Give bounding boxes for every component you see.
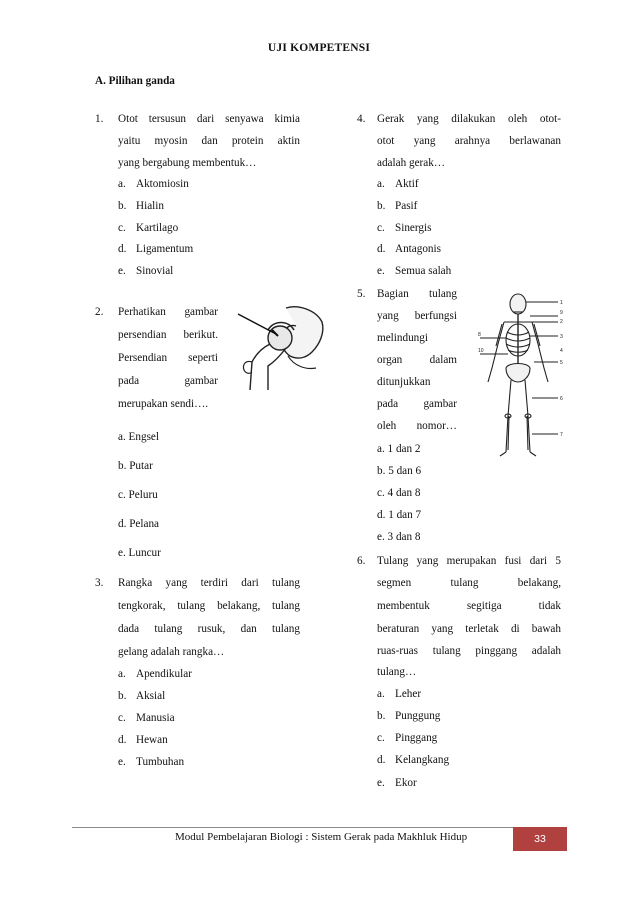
option-b[interactable]: b. 5 dan 6 [377,465,422,477]
question-text-line: persendian berikut. [118,329,218,341]
option-c[interactable]: c. Peluru [118,489,158,501]
option-a[interactable] [118,178,189,190]
question-text-line: pada gambar [377,398,457,410]
question-text-line: gelang adalah rangka… [118,646,225,658]
question-text-line: Perhatikan gambar [118,306,218,318]
option-letter: e. [118,265,126,277]
option-text: Antagonis [395,243,441,255]
option-a[interactable]: a. 1 dan 2 [377,443,421,455]
skeleton-label-8: 8 [478,332,481,338]
option-text: Kartilago [136,222,179,234]
question-text-line: melindungi [377,332,428,344]
option-d[interactable] [118,734,168,746]
option-a[interactable] [118,668,192,680]
option-letter: e. [377,265,385,277]
question-text-line: Persendian seperti [118,352,218,364]
option-letter: c. [118,222,126,234]
option-d[interactable]: d. Pelana [118,518,160,530]
question-text-line: yang berfungsi [377,310,457,322]
option-letter: d. [118,243,127,255]
question-number: 6. [357,555,366,567]
skeleton-label-3: 3 [560,334,563,340]
option-a[interactable]: a. Engsel [118,431,160,443]
question-number: 3. [95,577,104,589]
question-text-line: dada tulang rusuk, dan tulang [118,623,300,635]
question-text-line: Gerak yang dilakukan oleh otot- [377,113,561,125]
option-text: Leher [395,688,422,700]
question-text-line: membentuk segitiga tidak [377,600,561,612]
footer-divider [72,827,567,828]
option-letter: c. [377,732,385,744]
option-text: Punggung [395,710,441,722]
skeleton-illustration [478,290,570,462]
question-text-line: yang bergabung membentuk… [118,157,257,169]
option-b[interactable] [377,710,440,722]
question-text-line: ditunjukkan [377,376,431,388]
skeleton-label-5: 5 [560,360,563,366]
option-c[interactable]: c. 4 dan 8 [377,487,421,499]
question-text-line: pada gambar [118,375,218,387]
question-text-line: Tulang yang merupakan fusi dari 5 [377,555,561,567]
question-text-line: yaitu myosin dan protein aktin [118,135,300,147]
option-d[interactable] [377,754,449,766]
option-e[interactable] [377,777,417,789]
question-text-line: tengkorak, tulang belakang, tulang [118,600,300,612]
option-text: Ligamentum [136,243,194,255]
option-e[interactable]: e. Luncur [118,547,161,559]
option-a[interactable] [377,178,419,190]
option-text: Kelangkang [395,754,450,766]
question-number: 1. [95,113,104,125]
hip-joint-illustration [228,300,326,392]
page-title: UJI KOMPETENSI [267,42,371,54]
option-letter: b. [377,710,386,722]
option-d[interactable] [118,243,193,255]
question-text-line: organ dalam [377,354,457,366]
option-b[interactable]: b. Putar [118,460,153,472]
option-e[interactable] [118,265,173,277]
option-letter: c. [118,712,126,724]
option-b[interactable] [118,690,165,702]
question-text-line: Bagian tulang [377,288,457,300]
option-letter: e. [377,777,385,789]
question-text-line: Otot tersusun dari senyawa kimia [118,113,300,125]
option-text: Aksial [136,690,166,702]
option-text: Hewan [136,734,168,746]
question-text-line: otot yang arahnya berlawanan [377,135,561,147]
option-b[interactable] [377,200,417,212]
option-letter: a. [377,178,385,190]
option-letter: a. [377,688,385,700]
skeleton-label-9: 9 [560,310,563,316]
option-letter: b. [377,200,386,212]
question-number: 4. [357,113,366,125]
question-number: 2. [95,306,104,318]
question-text-line: Rangka yang terdiri dari tulang [118,577,300,589]
skeleton-label-4: 4 [560,348,563,354]
option-c[interactable] [377,732,437,744]
option-d[interactable] [377,243,441,255]
option-text: Ekor [395,777,417,789]
option-text: Semua salah [395,265,452,277]
option-letter: d. [377,754,386,766]
option-letter: b. [118,690,127,702]
option-b[interactable] [118,200,164,212]
footer-title: Modul Pembelajaran Biologi : Sistem Gerak pada Makhluk Hidup [175,831,468,843]
question-text-line: merupakan sendi…. [118,398,209,410]
option-c[interactable] [377,222,431,234]
question-number: 5. [357,288,366,300]
option-text: Pasif [395,200,418,212]
skeleton-label-1: 1 [560,300,563,306]
option-letter: d. [118,734,127,746]
page-number: 33 [513,827,567,851]
skeleton-label-10: 10 [478,348,484,354]
option-text: Sinergis [395,222,432,234]
question-text-line: beraturan yang terletak di bawah [377,623,561,635]
skeleton-label-6: 6 [560,396,563,402]
option-text: Aktif [395,178,419,190]
option-letter: d. [377,243,386,255]
option-d[interactable]: d. 1 dan 7 [377,509,422,521]
option-text: Pinggang [395,732,438,744]
skeleton-label-7: 7 [560,432,563,438]
skeleton-label-2: 2 [560,319,563,325]
section-heading: A. Pilihan ganda [95,75,175,87]
option-e[interactable]: e. 3 dan 8 [377,531,421,543]
option-c[interactable] [118,712,175,724]
question-text-line: oleh nomor… [377,420,457,432]
option-text: Sinovial [136,265,174,277]
option-letter: c. [377,222,385,234]
option-text: Tumbuhan [136,756,185,768]
option-letter: e. [118,756,126,768]
option-c[interactable] [118,222,178,234]
option-letter: b. [118,200,127,212]
option-text: Hialin [136,200,164,212]
option-text: Aktomiosin [136,178,189,190]
option-letter: a. [118,178,126,190]
question-text-line: adalah gerak… [377,157,446,169]
option-a[interactable] [377,688,421,700]
option-e[interactable] [377,265,451,277]
option-text: Manusia [136,712,175,724]
option-text: Apendikular [136,668,192,680]
question-text-line: ruas-ruas tulang pinggang adalah [377,645,561,657]
option-letter: a. [118,668,126,680]
question-text-line: tulang… [377,666,417,678]
question-text-line: segmen tulang belakang, [377,577,561,589]
option-e[interactable] [118,756,184,768]
